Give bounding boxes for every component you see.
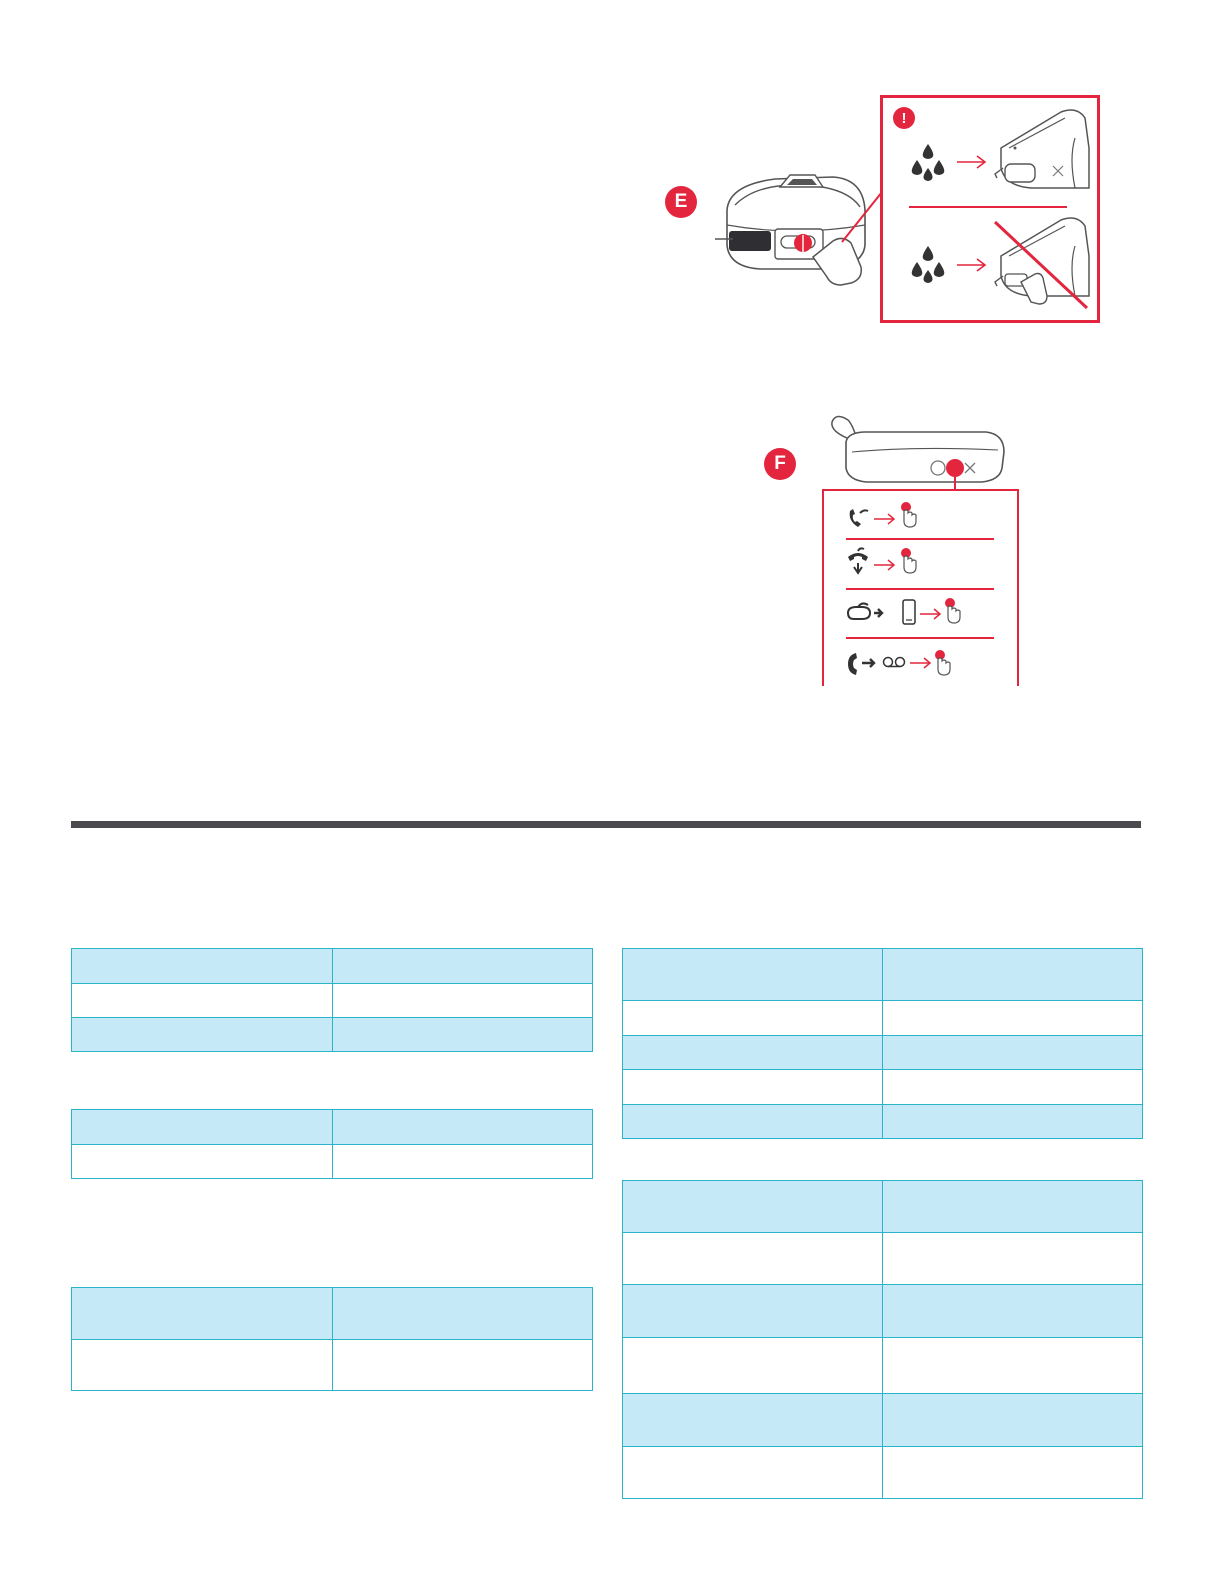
table-row <box>623 1181 1143 1233</box>
table-row <box>623 1036 1143 1070</box>
connector-line <box>840 190 885 245</box>
earbud-port-covered-icon <box>991 108 1091 190</box>
table-row <box>623 1285 1143 1338</box>
earbud-top-view-illustration <box>826 412 1010 492</box>
table-cell <box>72 1110 333 1145</box>
moisture-warning-box <box>880 95 1100 323</box>
table-row <box>623 1001 1143 1036</box>
table-row <box>72 1340 593 1391</box>
table-cell <box>623 1233 883 1285</box>
finger-tap-icon <box>898 501 918 529</box>
table-row <box>623 1394 1143 1447</box>
table-cell <box>883 949 1143 1001</box>
table-cell <box>883 1181 1143 1233</box>
step-e-badge <box>665 186 697 218</box>
step-f-badge <box>764 448 796 480</box>
table-cell <box>883 1233 1143 1285</box>
spec-table-left-1 <box>71 948 593 1052</box>
table-row <box>623 949 1143 1001</box>
table-cell <box>72 1288 333 1340</box>
table-cell <box>883 1447 1143 1499</box>
table-cell <box>72 1340 333 1391</box>
warning-separator <box>909 206 1067 208</box>
spec-table-right-2 <box>622 1180 1143 1499</box>
table-row <box>72 1145 593 1179</box>
arrow-right-icon <box>957 155 987 169</box>
table-cell <box>883 1285 1143 1338</box>
table-cell <box>72 984 333 1018</box>
button-functions-box <box>822 489 1019 686</box>
table-cell <box>623 1394 883 1447</box>
table-row <box>72 984 593 1018</box>
phone-hangup-icon <box>846 547 872 577</box>
table-row <box>623 1070 1143 1105</box>
table-row <box>72 1018 593 1052</box>
table-cell <box>332 1288 593 1340</box>
phone-answer-icon <box>846 507 872 531</box>
spec-table-left-3 <box>71 1287 593 1391</box>
table-cell <box>883 1070 1143 1105</box>
voicemail-icon <box>882 655 906 669</box>
table-cell <box>72 1018 333 1052</box>
function-separator <box>846 588 994 590</box>
finger-tap-icon <box>932 649 952 677</box>
phone-answer-icon <box>846 651 860 677</box>
function-separator <box>846 637 994 639</box>
table-cell <box>883 1338 1143 1394</box>
table-cell <box>332 1110 593 1145</box>
arrow-right-icon <box>874 559 896 571</box>
step-e-label: E <box>674 191 688 212</box>
call-transfer-icon <box>844 601 884 625</box>
function-separator <box>846 538 994 540</box>
finger-tap-icon <box>942 597 962 625</box>
spec-table-right-1 <box>622 948 1143 1139</box>
water-drops-icon <box>909 142 947 182</box>
warning-label: ! <box>901 109 907 127</box>
table-cell <box>883 1036 1143 1070</box>
table-cell <box>623 1447 883 1499</box>
section-divider <box>71 821 1141 828</box>
table-cell <box>623 949 883 1001</box>
table-cell <box>883 1001 1143 1036</box>
table-cell <box>883 1105 1143 1139</box>
table-cell <box>332 949 593 984</box>
arrow-right-icon <box>874 513 896 525</box>
table-row <box>72 1288 593 1340</box>
table-row <box>623 1105 1143 1139</box>
water-drops-icon <box>909 244 947 284</box>
table-cell <box>332 984 593 1018</box>
table-row <box>623 1338 1143 1394</box>
table-cell <box>332 1145 593 1179</box>
earbud-port-uncovered-icon <box>991 216 1091 312</box>
table-row <box>623 1233 1143 1285</box>
table-cell <box>332 1340 593 1391</box>
table-cell <box>332 1018 593 1052</box>
table-row <box>72 1110 593 1145</box>
table-cell <box>623 1181 883 1233</box>
table-row <box>72 949 593 984</box>
smartphone-icon <box>902 599 916 625</box>
table-cell <box>623 1001 883 1036</box>
finger-tap-icon <box>898 547 918 575</box>
table-cell <box>72 949 333 984</box>
warning-badge <box>893 107 915 129</box>
table-cell <box>72 1145 333 1179</box>
table-cell <box>623 1105 883 1139</box>
table-row <box>623 1447 1143 1499</box>
arrow-right-icon <box>957 258 987 272</box>
table-cell <box>883 1394 1143 1447</box>
table-cell <box>623 1036 883 1070</box>
spec-table-left-2 <box>71 1109 593 1179</box>
step-f-label: F <box>774 453 786 474</box>
arrow-right-icon <box>920 608 942 620</box>
table-cell <box>623 1338 883 1394</box>
arrow-right-icon <box>862 657 878 669</box>
table-cell <box>623 1070 883 1105</box>
table-cell <box>623 1285 883 1338</box>
arrow-right-icon <box>910 657 932 669</box>
